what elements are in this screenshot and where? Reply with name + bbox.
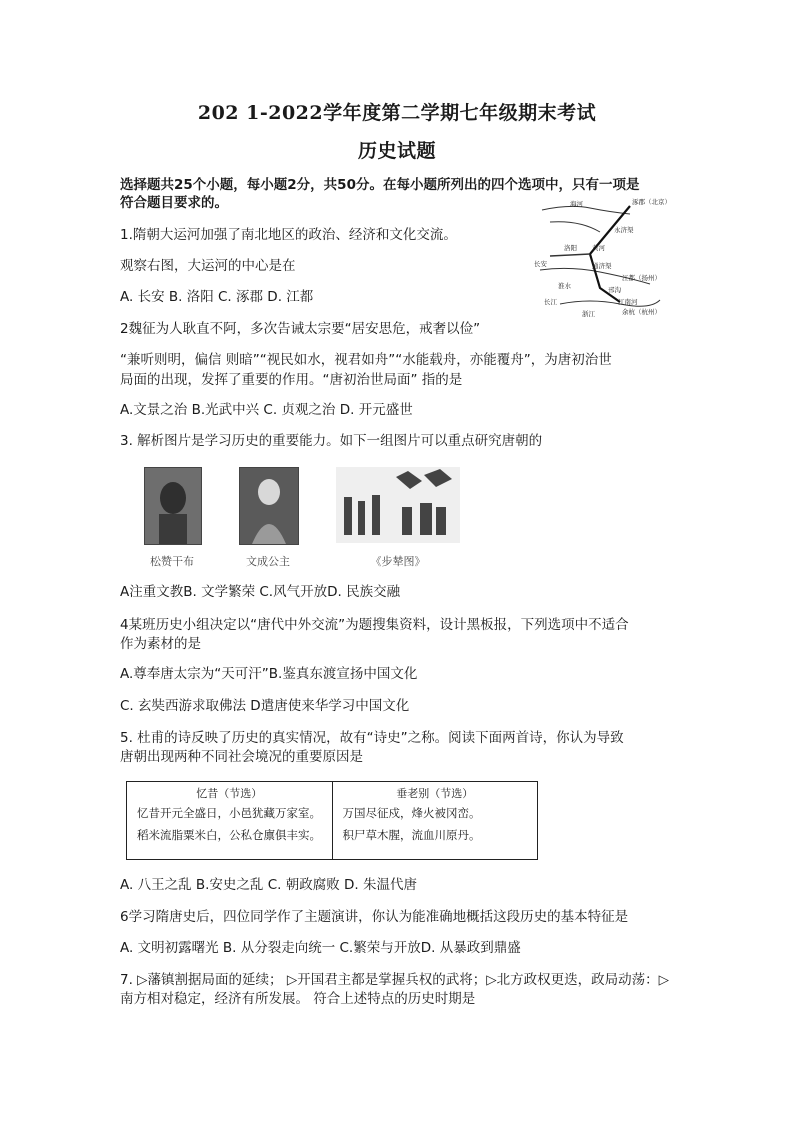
q2-options: A.文景之治 B.光武中兴 C. 贞观之治 D. 开元盛世 [120,402,413,418]
q2-line3: 局面的出现，发挥了重要的作用。“唐初治世局面” 指的是 [120,372,463,388]
q7-line1: 7. ▷藩镇割据局面的延续； ▷开国君主都是掌握兵权的武将；▷北方政权更迭，政局动荡：▷ [120,972,669,988]
princess-wencheng-portrait [239,467,299,545]
q6-stem: 6学习隋唐史后，四位同学作了主题演讲，你认为能准确地概括这段历史的基本特征是 [120,909,629,925]
q5-options: A. 八王之乱 B.安史之乱 C. 朝政腐败 D. 朱温代唐 [120,877,417,893]
map-label-changjiang: 长江 [544,298,557,306]
map-label-huanghe: 黄河 [592,244,605,252]
map-label-hangou: 邗沟 [608,286,621,294]
poem-chuilaobie-line2: 积尸草木腥，流血川原丹。 [342,828,481,842]
instructions-line1: 选择题共25个小题，每小题2分，共50分。在每小题所列出的四个选项中，只有一项是 [120,177,640,193]
map-label-tongjiqu: 通济渠 [592,262,612,270]
q5-line1: 5. 杜甫的诗反映了历史的真实情况，故有“诗史”之称。阅读下面两首诗，你认为导致 [120,730,624,746]
q2-line1: 2魏征为人耿直不阿，多次告诫太宗要“居安思危，戒奢以俭” [120,321,481,337]
caption-songtsen-gampo: 松赞干布 [150,555,194,568]
poem-yixi-line2: 稻米流脂粟米白，公私仓廪俱丰实。 [137,828,321,842]
map-label-zhuojun: 涿郡（北京） [632,198,671,206]
q4-line2: 作为素材的是 [120,636,201,652]
poem-chuilaobie-line1: 万国尽征戍，烽火被冈峦。 [342,806,481,820]
grand-canal-map [530,192,678,320]
caption-bunian-tu: 《步辇图》 [370,555,426,568]
poem-chuilaobie [332,782,538,860]
q4-options-line2: C. 玄奘西游求取佛法 D遣唐使来华学习中国文化 [120,698,410,714]
q3-stem: 3. 解析图片是学习历史的重要能力。如下一组图片可以重点研究唐朝的 [120,433,543,449]
map-label-changan: 长安 [534,260,547,268]
q6-options: A. 文明初露曙光 B. 从分裂走向统一 C.繁荣与开放D. 从暴政到鼎盛 [120,940,521,956]
q1-stem: 1.隋朝大运河加强了南北地区的政治、经济和文化交流。 [120,227,457,243]
caption-princess-wencheng: 文成公主 [246,555,290,568]
map-label-jiangnanhe: 江南河 [618,298,638,306]
songtsen-gampo-portrait [144,467,202,545]
map-label-yongjiqu: 永济渠 [614,226,634,234]
bunian-tu-painting [336,467,460,543]
q1-options: A. 长安 B. 洛阳 C. 涿郡 D. 江都 [120,289,314,305]
q4-options-line1: A.尊奉唐太宗为“天可汗”B.鉴真东渡宣扬中国文化 [120,666,418,682]
map-label-luoyang: 洛阳 [564,244,577,252]
map-label-huaishui: 淮水 [558,282,571,290]
instructions-line2: 符合题目要求的。 [120,195,228,211]
map-label-jiangdu: 江都（扬州） [622,274,661,282]
poem-yixi-title: 忆昔（节选） [196,787,263,800]
poem-yixi-line1: 忆昔开元全盛日，小邑犹藏万家室。 [137,806,321,820]
q7-line2: 南方相对稳定，经济有所发展。 符合上述特点的历史时期是 [120,991,476,1007]
q4-line1: 4某班历史小组决定以“唐代中外交流”为题搜集资料，设计黑板报，下列选项中不适合 [120,617,629,633]
exam-subtitle: 历史试题 [357,140,436,162]
q3-options: A注重文教B. 文学繁荣 C.风气开放D. 民族交融 [120,584,401,600]
q2-line2: “兼听则明，偏信 则暗”“视民如水，视君如舟”“水能载舟，亦能覆舟”，为唐初治世 [120,352,612,368]
poems-table [126,781,538,860]
q1-prompt: 观察右图，大运河的中心是在 [120,258,296,274]
map-label-haihe: 海河 [570,200,583,208]
poem-yixi [127,782,333,860]
exam-title: 202 1-2022学年度第二学期七年级期末考试 [197,102,597,124]
map-label-yuhang: 余杭（杭州） [622,308,661,316]
poem-chuilaobie-title: 垂老别（节选） [396,787,474,800]
map-label-zhejiang: 浙江 [582,310,595,318]
q5-line2: 唐朝出现两种不同社会境况的重要原因是 [120,749,363,765]
